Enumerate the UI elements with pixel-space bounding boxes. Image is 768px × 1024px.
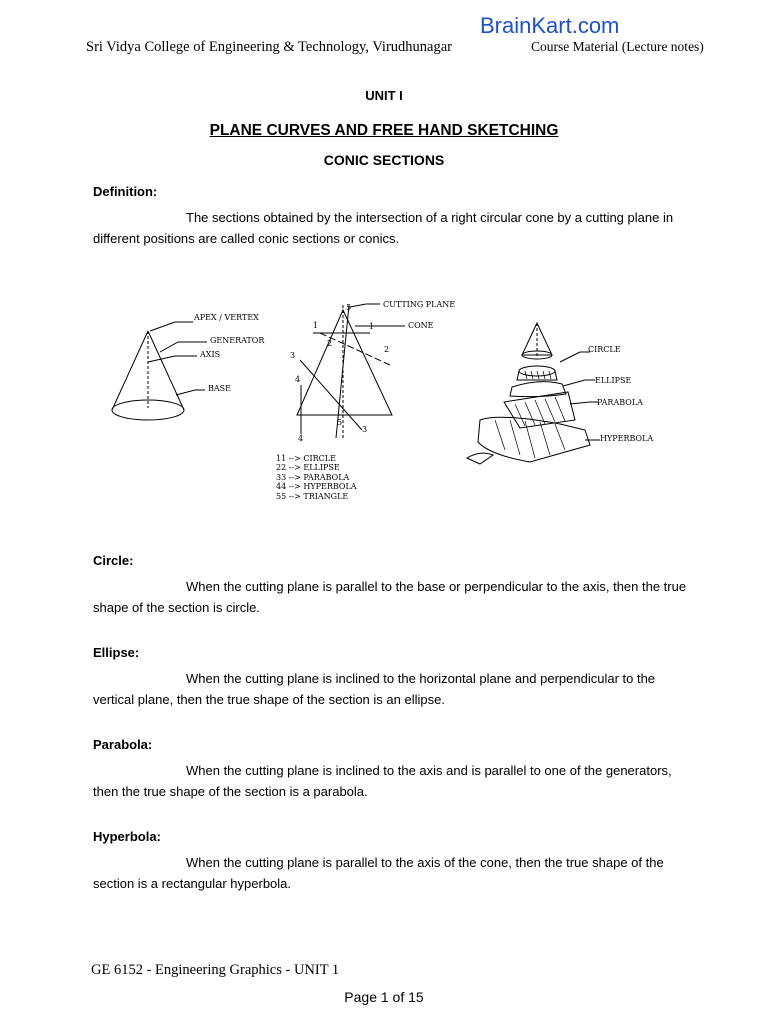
plane-number: 3 [362,425,368,434]
section-heading: Hyperbola: [93,829,161,844]
legend-item: 33 --> PARABOLA [276,473,350,482]
section-text [93,852,693,894]
section-heading: Ellipse: [93,645,140,660]
label-generator: GENERATOR [210,336,265,345]
legend-item: 44 --> HYPERBOLA [276,482,357,491]
label-circle: CIRCLE [588,345,621,354]
legend-item: 22 --> ELLIPSE [276,463,340,472]
label-base: BASE [208,384,231,393]
label-ellipse: ELLIPSE [595,376,632,385]
plane-number: 5 [346,303,352,312]
plane-number: 1 [369,322,375,331]
unit-label: UNIT I [365,88,403,103]
section-heading: Circle: [93,553,134,568]
section-text-content: When the cutting plane is inclined to the axis and is parallel to one of the generators, then the true shape of the section is a parabola. [93,763,672,799]
plane-number: 5 [337,418,343,427]
section-text-content: When the cutting plane is parallel to the base or perpendicular to the axis, then the true shape of the section is circle. [93,579,687,615]
label-apex: APEX / VERTEX [194,313,259,322]
section-heading: Parabola: [93,737,153,752]
plane-number: 3 [290,351,296,360]
plane-number: 1 [313,321,319,330]
plane-number: 4 [298,434,304,443]
definition-text-content: The sections obtained by the intersection of a right circular cone by a cutting plane in different positions are called conic sections or conics. [93,210,674,246]
plane-number: 2 [327,339,333,348]
section-text-content: When the cutting plane is inclined to the horizontal plane and perpendicular to the vertical plane, then the true shape of the section is an ellipse. [93,671,656,707]
legend-item: 55 --> TRIANGLE [276,492,349,501]
page-number: Page 1 of 15 [344,989,424,1005]
label-axis: AXIS [200,350,221,359]
footer-course: GE 6152 - Engineering Graphics - UNIT 1 [91,962,340,978]
legend-item: 11 --> CIRCLE [276,454,336,463]
section-text-content: When the cutting plane is parallel to the axis of the cone, then the true shape of the section is a rectangular hyperbola. [93,855,664,891]
definition-text [93,207,693,249]
brand-logo-text: BrainKart.com [480,13,620,38]
conic-sections-diagram [467,323,600,464]
conic-sections-figure [0,290,768,510]
section-text [93,576,693,618]
header-college: Sri Vidya College of Engineering & Technology, Virudhunagar [86,39,452,55]
plane-number: 4 [295,375,301,384]
label-hyperbola: HYPERBOLA [600,434,654,443]
cone-diagram [112,322,207,420]
plane-number: 2 [384,345,390,354]
label-parabola: PARABOLA [597,398,643,407]
section-text [93,760,693,802]
definition-heading: Definition: [93,184,158,199]
page-subtitle: CONIC SECTIONS [323,152,445,168]
section-text [93,668,698,710]
page-title: PLANE CURVES AND FREE HAND SKETCHING [209,122,559,139]
header-material: Course Material (Lecture notes) [531,39,704,54]
label-cone: CONE [408,321,434,330]
label-cutting-plane: CUTTING PLANE [383,300,456,309]
